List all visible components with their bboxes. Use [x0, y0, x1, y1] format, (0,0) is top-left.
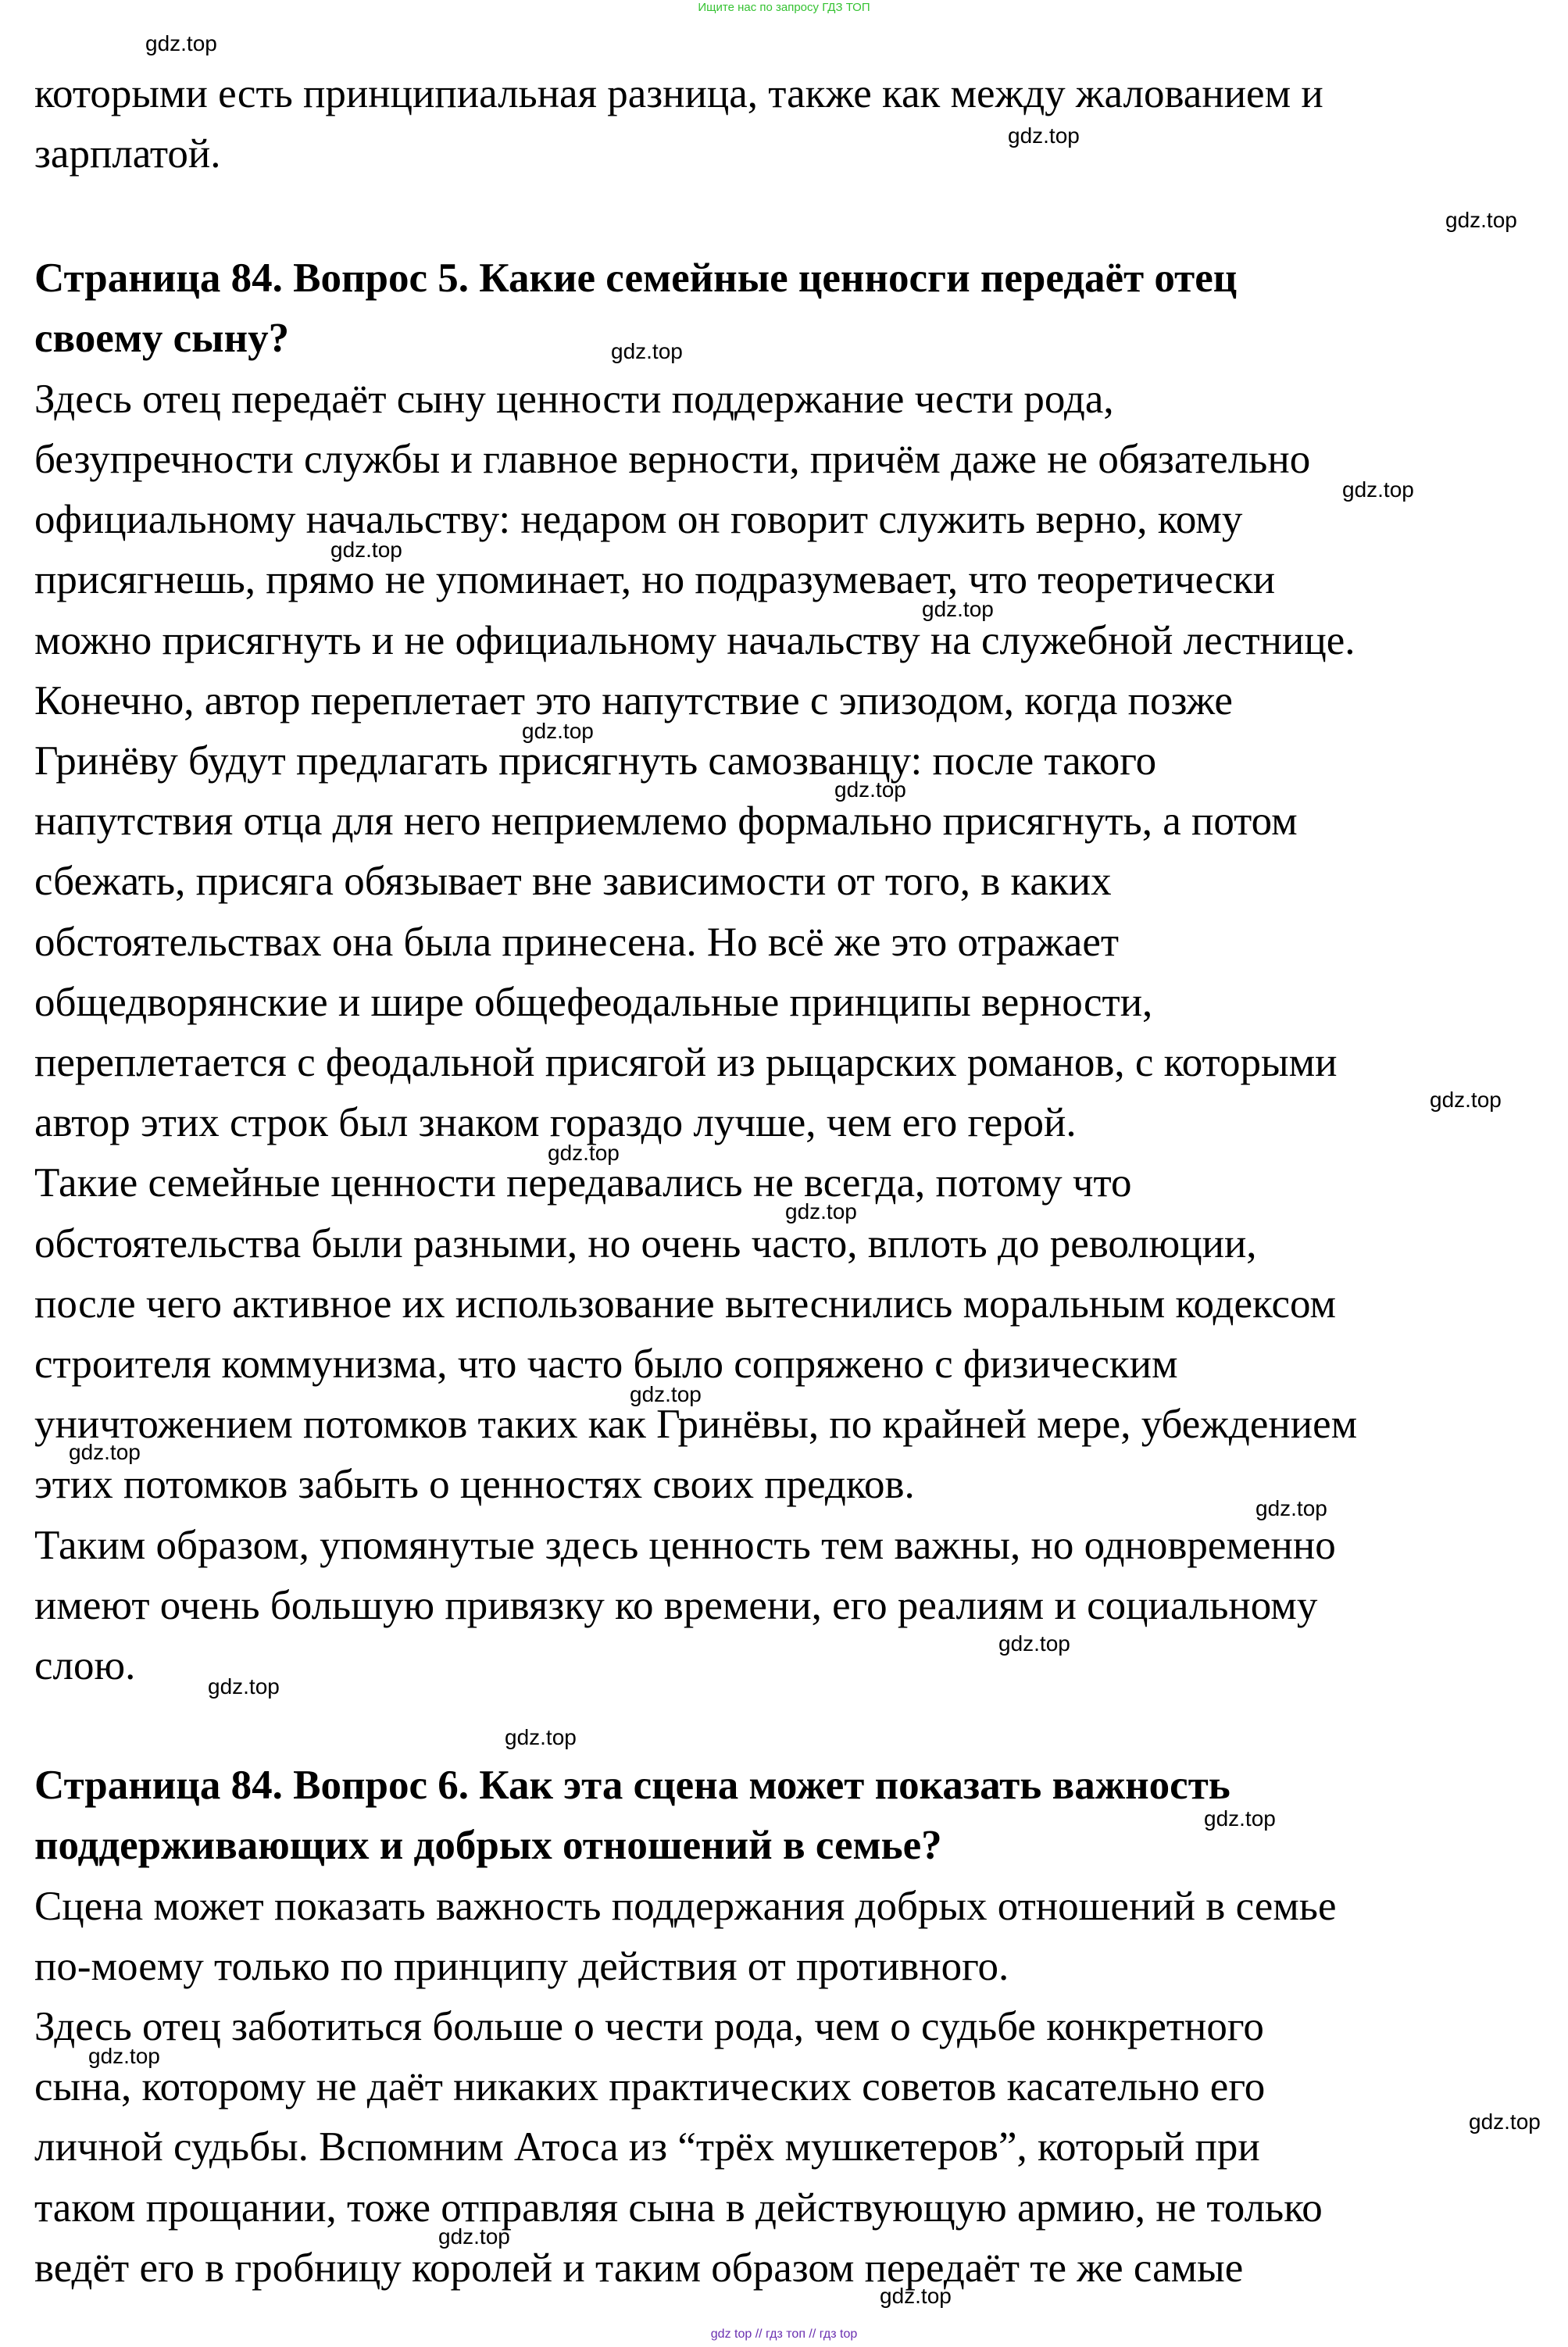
q5-body-line: этих потомков забыть о ценностях своих предков.: [34, 1462, 915, 1507]
q5-body-line: присягнешь, прямо не упоминает, но подразумевает, что теоретически: [34, 557, 1276, 602]
q6-body-line: ведёт его в гробницу королей и таким образом передаёт те же самые: [34, 2245, 1244, 2291]
q5-body-line: уничтожением потомков таких как Гринёвы, по крайней мере, убеждением: [34, 1402, 1358, 1447]
watermark: gdz.top: [630, 1382, 702, 1406]
q6-body-line: сына, которому не даёт никаких практических советов касательно его: [34, 2064, 1266, 2109]
watermark: gdz.top: [1430, 1088, 1502, 1112]
q5-body-line: автор этих строк был знаком гораздо лучше, чем его герой.: [34, 1100, 1077, 1145]
q5-body-line: безупречности службы и главное верности, причём даже не обязательно: [34, 437, 1311, 482]
watermark: gdz.top: [145, 31, 217, 55]
watermark: gdz.top: [208, 1674, 280, 1699]
watermark: gdz.top: [438, 2224, 510, 2249]
watermark: gdz.top: [1204, 1806, 1276, 1831]
q6-body-line: Сцена может показать важность поддержания добрых отношений в семье: [34, 1884, 1337, 1929]
q6-body-line: Здесь отец заботиться больше о чести рода, чем о судьбе конкретного: [34, 2004, 1264, 2049]
q6-body-line: по-моему только по принципу действия от противного.: [34, 1944, 1009, 1989]
q5-body-line: после чего активное их использование вытеснились моральным кодексом: [34, 1281, 1337, 1327]
q5-body-line: общедворянские и шире общефеодальные принципы верности,: [34, 980, 1153, 1025]
q5-body-line: переплетается с феодальной присягой из рыцарских романов, с которыми: [34, 1040, 1338, 1085]
q5-body-line: Гринёву будут предлагать присягнуть самозванцу: после такого: [34, 738, 1157, 784]
intro-line: которыми есть принципиальная разница, также как между жалованием и: [34, 71, 1323, 116]
q5-body-line: напутствия отца для него неприемлемо формально присягнуть, а потом: [34, 798, 1298, 844]
watermark: gdz.top: [548, 1141, 620, 1165]
watermark: gdz.top: [1342, 477, 1414, 502]
watermark: gdz.top: [1469, 2109, 1541, 2134]
q5-body-line: обстоятельствах она была принесена. Но всё же это отражает: [34, 920, 1120, 965]
q6-heading-line: поддерживающих и добрых отношений в семье?: [34, 1823, 942, 1868]
footer-watermark: gdz top // гдз топ // гдз top: [710, 2327, 858, 2341]
watermark: gdz.top: [1445, 208, 1517, 232]
watermark: gdz.top: [88, 2044, 160, 2068]
q6-heading-line: Страница 84. Вопрос 6. Как эта сцена может показать важность: [34, 1763, 1230, 1808]
q5-body-line: сбежать, присяга обязывает вне зависимости от того, в каких: [34, 859, 1112, 904]
watermark: gdz.top: [785, 1199, 857, 1224]
q5-body-line: имеют очень большую привязку ко времени, его реалиям и социальному: [34, 1583, 1318, 1628]
q5-body-line: строителя коммунизма, что часто было сопряжено с физическим: [34, 1341, 1178, 1387]
watermark: gdz.top: [69, 1440, 141, 1464]
watermark: gdz.top: [1008, 123, 1080, 148]
watermark: gdz.top: [611, 339, 683, 363]
watermark: gdz.top: [834, 777, 906, 802]
watermark: gdz.top: [505, 1725, 577, 1749]
q5-heading-line: Страница 84. Вопрос 5. Какие семейные ценносги передаёт отец: [34, 255, 1238, 301]
watermark: gdz.top: [922, 597, 994, 621]
q5-body-line: слою.: [34, 1643, 136, 1688]
q5-body-line: Такие семейные ценности передавались не всегда, потому что: [34, 1160, 1132, 1206]
intro-line: зарплатой.: [34, 131, 221, 177]
q6-body-line: личной судьбы. Вспомним Атоса из “трёх мушкетеров”, который при: [34, 2124, 1260, 2170]
watermark: gdz.top: [522, 719, 594, 743]
q5-body-line: Конечно, автор переплетает это напутствие с эпизодом, когда позже: [34, 678, 1233, 723]
watermark: gdz.top: [1255, 1496, 1327, 1520]
q5-body-line: Таким образом, упомянутые здесь ценность тем важны, но одновременно: [34, 1523, 1336, 1568]
top-banner: Ищите нас по запросу ГДЗ ТОП: [698, 1, 870, 14]
watermark: gdz.top: [330, 538, 402, 562]
q6-body-line: таком прощании, тоже отправляя сына в действующую армию, не только: [34, 2185, 1323, 2231]
q5-body-line: можно присягнуть и не официальному начальству на служебной лестнице.: [34, 618, 1355, 663]
q5-body-line: обстоятельства были разными, но очень часто, вплоть до революции,: [34, 1221, 1257, 1266]
watermark: gdz.top: [880, 2284, 952, 2308]
q5-heading-line: своему сыну?: [34, 316, 290, 361]
q5-body-line: официальному начальству: недаром он говорит служить верно, кому: [34, 497, 1243, 542]
watermark: gdz.top: [998, 1631, 1070, 1656]
q5-body-line: Здесь отец передаёт сыну ценности поддержание чести рода,: [34, 377, 1114, 422]
